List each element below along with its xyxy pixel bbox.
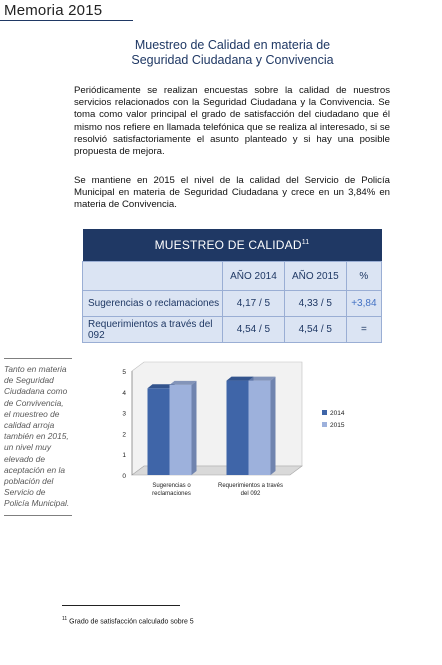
- chart-bar-side: [192, 381, 197, 475]
- chart-category-label: Sugerencias o: [152, 483, 191, 489]
- footnote-rule: [62, 605, 180, 606]
- table-cell: Sugerencias o reclamaciones: [83, 291, 223, 317]
- chart-legend-label: 2015: [330, 422, 345, 429]
- chart-category-label: del 092: [240, 491, 261, 497]
- table-header-cell: AÑO 2015: [284, 262, 346, 291]
- chart-bar: [249, 381, 271, 475]
- chart-legend-swatch: [322, 410, 327, 415]
- side-note-top-rule: [4, 358, 72, 359]
- chart-y-tick-label: 1: [122, 452, 126, 460]
- table-header-row: [83, 262, 382, 291]
- footnote: [62, 616, 194, 625]
- chart-bar: [227, 381, 249, 475]
- table-cell: Requerimientos a través del 092: [83, 317, 223, 343]
- table-cell: 4,54 / 5: [223, 317, 285, 343]
- chart-y-tick-label: 4: [122, 389, 126, 397]
- table-cell: 4,33 / 5: [284, 291, 346, 317]
- chart-category-label: Requerimientos a través: [217, 483, 284, 489]
- side-note: Tanto en materia de Seguridad Ciudadana como de Convivencia, el muestreo de calidad arroja también en 2015, un nivel muy elevado de aceptación en la población del Servicio de Policía Municipal.: [4, 364, 70, 509]
- chart-bar: [148, 388, 170, 475]
- table-header-cell: %: [346, 262, 381, 291]
- table-cell: +3,84: [346, 291, 381, 317]
- footnote-number: 11: [62, 616, 68, 622]
- table-row: [83, 291, 382, 317]
- table-cell: 4,54 / 5: [284, 317, 346, 343]
- table-title: [83, 229, 382, 262]
- table-cell: =: [346, 317, 381, 343]
- table-header-cell: [83, 262, 223, 291]
- table-cell: 4,17 / 5: [223, 291, 285, 317]
- chart-y-tick-label: 0: [122, 473, 126, 480]
- chart-category-label: reclamaciones: [152, 491, 191, 497]
- section-title: [100, 38, 365, 68]
- section-title-line1: Muestreo de Calidad en materia de: [134, 38, 331, 52]
- footnote-text: Grado de satisfacción calculado sobre 5: [69, 618, 194, 626]
- chart-legend-label: 2014: [330, 410, 345, 417]
- chart-bar: [170, 385, 192, 475]
- result-paragraph: Se mantiene en 2015 el nivel de la calidad del Servicio de Policía Municipal en materia de Seguridad Ciudadana y crece en un 3,84% en materia de Convivencia.: [74, 175, 390, 211]
- quality-bar-chart: [110, 357, 380, 517]
- chart-y-tick-label: 2: [122, 431, 126, 439]
- table-footnote-ref: 11: [301, 239, 310, 246]
- header-rule: [0, 20, 133, 21]
- table-title-text: MUESTREO DE CALIDAD: [154, 238, 302, 252]
- quality-table: [82, 229, 382, 343]
- chart-y-tick-label: 5: [122, 369, 126, 376]
- intro-paragraph: Periódicamente se realizan encuestas sobre la calidad de nuestros servicios relacionados con la Seguridad Ciudadana y la Convivencia. Se toma como valor principal el grado de satisfacción del ciudadano que él mismo nos refiere en llamada telefónica que se realiza al interesado, si se resolvió satisfactoriamente el asunto planteado y si hay una posible propuesta de mejora.: [74, 85, 390, 158]
- table-row: [83, 317, 382, 343]
- table-header-cell: AÑO 2014: [223, 262, 285, 291]
- side-note-bottom-rule: [4, 515, 72, 516]
- chart-bar-side: [271, 377, 276, 475]
- chart-legend-swatch: [322, 422, 327, 427]
- document-header-title: Memoria 2015: [4, 2, 103, 19]
- chart-y-tick-label: 3: [122, 410, 126, 418]
- section-title-line2: Seguridad Ciudadana y Convivencia: [131, 53, 334, 67]
